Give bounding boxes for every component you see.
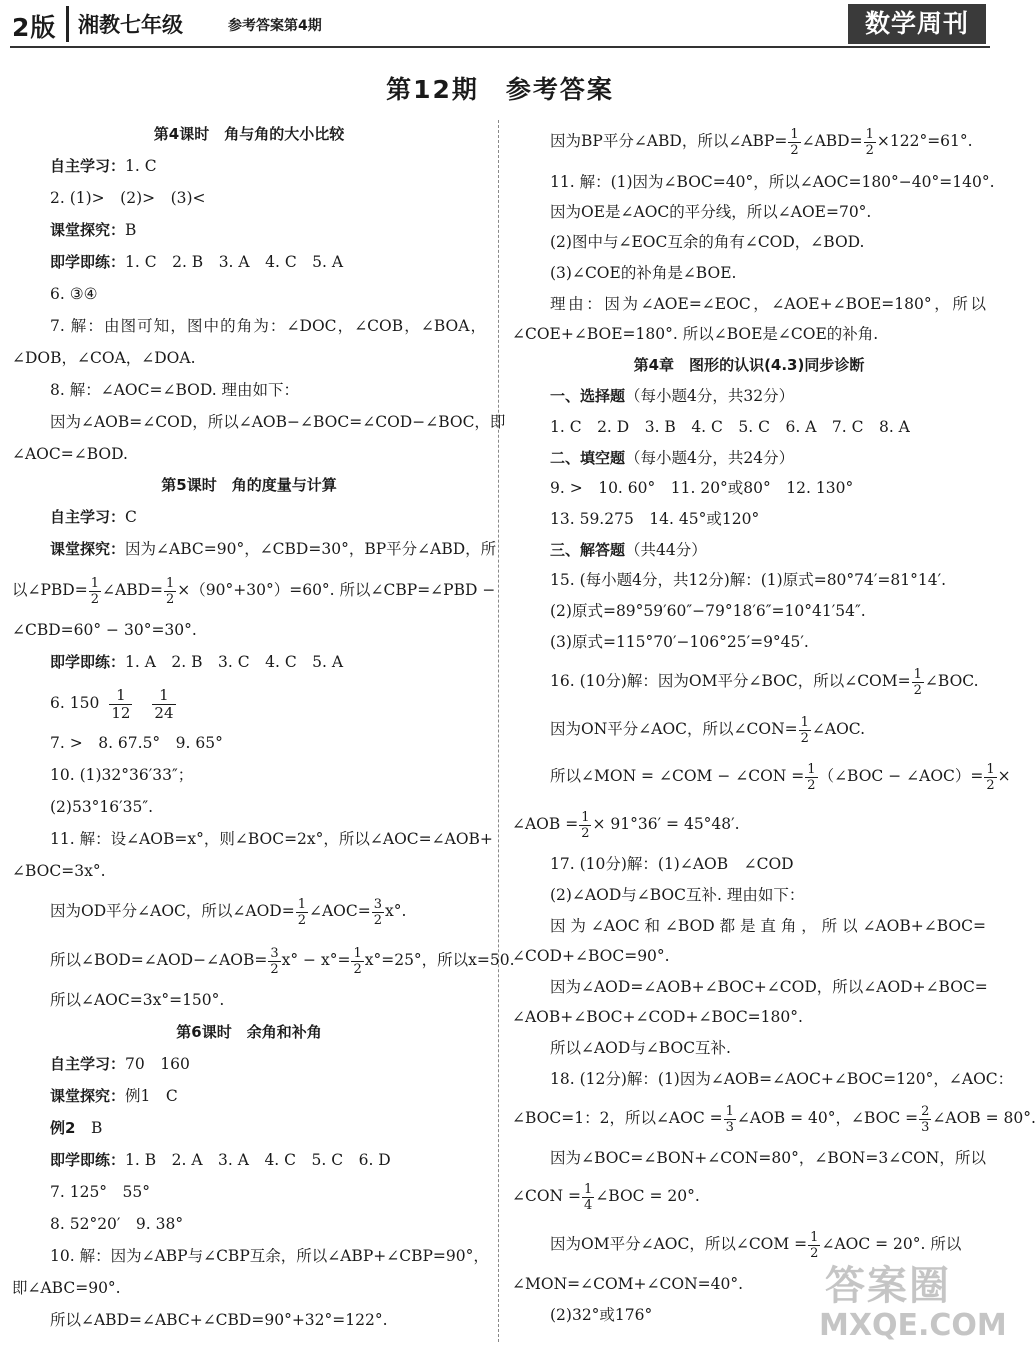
answer-line: ∠AOC=∠BOD. (12, 445, 128, 463)
brand-logo: 数学周刊 (848, 4, 986, 44)
answer-line: (2)图中与∠EOC互余的角有∠COD，∠BOD. (550, 233, 865, 251)
answer-line: 所以∠MON = ∠COM − ∠CON = $\frac{1}{2}$ （∠BOC − ∠AOC）= $\frac{1}{2}$ × (550, 761, 1011, 793)
fraction: $\frac{1}{2}$ (790, 126, 799, 158)
answer-line: 以∠PBD= $\frac{1}{2}$ ∠ABD= $\frac{1}{2}$ ×（90°+30°）=60°. 所以∠CBP=∠PBD − (12, 575, 496, 607)
answer-line: 因为BP平分∠ABD，所以∠ABP= $\frac{1}{2}$ ∠ABD= $\frac{1}{2}$ ×122°=61°. (550, 126, 973, 158)
answer-line: 课堂探究：因为∠ABC=90°，∠CBD=30°，BP平分∠ABD，所 (50, 540, 497, 558)
answer-line: (2)原式=89°59′60″−79°18′6″=10°41′54″. (550, 602, 866, 620)
answer-line: 18. (12分)解：(1)因为∠AOB=∠AOC+∠BOC=120°，∠AOC： (550, 1070, 1014, 1088)
answer-line: 8. 解：∠AOC=∠BOD. 理由如下： (50, 381, 300, 399)
answer-line: 17. (10分)解：(1)∠AOB ∠COD (550, 855, 794, 873)
answer-line: 课堂探究：例1 C (50, 1087, 178, 1105)
fraction: $\frac{1}{12}$ (111, 685, 131, 722)
answer-line: (2)∠AOD与∠BOC互补. 理由如下： (550, 886, 805, 904)
page-header (0, 0, 1000, 50)
answer-line: 所以∠AOD与∠BOC互补. (550, 1039, 731, 1057)
answer-line: 10. 解：因为∠ABP与∠CBP互余，所以∠ABP+∠CBP=90°， (50, 1247, 489, 1265)
answer-line: 9. > 10. 60° 11. 20°或80° 12. 130° (550, 479, 854, 497)
watermark-url: MXQE.COM (819, 1308, 1007, 1343)
answer-line: 6. ③④ (50, 285, 98, 303)
answer-line: 8. 52°20′ 9. 38° (50, 1215, 184, 1233)
header-divider (66, 6, 69, 42)
answer-line: ∠DOB，∠COA，∠DOA. (12, 349, 196, 367)
fraction: $\frac{1}{2}$ (90, 575, 100, 607)
section-heading: 一、选择题（每小题4分，共32分） (550, 387, 795, 405)
answer-line: 所以∠ABD=∠ABC+∠CBD=90°+32°=122°. (50, 1311, 388, 1329)
answer-line: ∠COE+∠BOE=180°. 所以∠BOE是∠COE的补角. (512, 325, 879, 343)
answer-line: ∠CON = $\frac{1}{4}$ ∠BOC = 20°. (512, 1181, 700, 1213)
answer-line: 自主学习：C (50, 508, 137, 526)
fraction: $\frac{2}{3}$ (921, 1103, 930, 1135)
answer-line: 7. 解：由图可知，图中的角为：∠DOC，∠COB，∠BOA， (50, 317, 486, 335)
fraction: $\frac{3}{2}$ (373, 896, 382, 928)
fraction: $\frac{1}{2}$ (913, 666, 922, 698)
fraction: $\frac{1}{2}$ (166, 575, 175, 607)
fraction: $\frac{1}{2}$ (807, 761, 816, 793)
answer-line: ∠BOC=3x°. (12, 862, 106, 880)
answer-line: 即∠ABC=90°. (12, 1279, 121, 1297)
answer-line: 所以∠AOC=3x°=150°. (50, 991, 225, 1009)
answer-line: 13. 59.275 14. 45°或120° (550, 510, 760, 528)
answer-line: 所以∠BOD=∠AOD−∠AOB= $\frac{3}{2}$ x° − x°= $\frac{1}{2}$ x°=25°，所以x=50. (50, 945, 515, 977)
issue-label: 参考答案第4期 (228, 18, 322, 34)
fraction: $\frac{1}{2}$ (986, 761, 995, 793)
answer-line: 因为OM平分∠AOC，所以∠COM = $\frac{1}{2}$ ∠AOC = 20°. 所以 (550, 1229, 962, 1261)
header-rule (10, 46, 990, 48)
answer-line: (2)53°16′35″. (50, 798, 154, 816)
answer-line: 自主学习：1. C (50, 157, 157, 175)
lesson4-title: 第4课时 角与角的大小比较 (153, 125, 345, 143)
fraction: $\frac{1}{2}$ (297, 896, 306, 928)
fraction: $\frac{1}{2}$ (810, 1229, 819, 1261)
answer-line: 6. 150 $\frac{1}{12}$ $\frac{1}{24}$ (50, 685, 174, 722)
answer-line: ∠MON=∠COM+∠CON=40°. (512, 1275, 744, 1293)
answer-line: (2)32°或176° (550, 1306, 653, 1324)
answer-line: 因为ON平分∠AOC，所以∠CON= $\frac{1}{2}$ ∠AOC. (550, 714, 866, 746)
answer-line: 7. > 8. 67.5° 9. 65° (50, 734, 223, 752)
answer-line: 2. (1)> (2)> (3)< (50, 189, 206, 207)
answer-line: ∠CBD=60° − 30°=30°. (12, 621, 197, 639)
column-divider (498, 120, 499, 1342)
answer-line: 因为∠AOB=∠COD，所以∠AOB−∠BOC=∠COD−∠BOC，即 (50, 413, 506, 431)
answer-line: 即学即练：1. B 2. A 3. A 4. C 5. C 6. D (50, 1151, 391, 1169)
section-heading: 三、解答题（共44分） (550, 541, 707, 559)
page-title: 第12期 参考答案 (386, 75, 614, 104)
answer-line: 例2 B (50, 1119, 103, 1137)
chapter-title: 第4章 图形的认识(4.3)同步诊断 (633, 356, 865, 374)
edition-label: 2版 (12, 13, 57, 42)
fraction: $\frac{3}{2}$ (270, 945, 279, 977)
fraction: $\frac{1}{4}$ (584, 1181, 593, 1213)
answer-line: ∠COD+∠BOC=90°. (512, 947, 670, 965)
section-heading: 二、填空题（每小题4分，共24分） (550, 449, 795, 467)
answer-line: 因为OD平分∠AOC，所以∠AOD= $\frac{1}{2}$ ∠AOC= $\frac{3}{2}$ x°. (50, 896, 407, 928)
answer-line: 16. (10分)解：因为OM平分∠BOC，所以∠COM= $\frac{1}{2}$ ∠BOC. (550, 666, 979, 698)
answer-line: ∠AOB = $\frac{1}{2}$ × 91°36′ = 45°48′. (512, 809, 740, 841)
watermark-text: 答案圈 (825, 1263, 951, 1309)
lesson6-title: 第6课时 余角和补角 (176, 1023, 322, 1041)
answer-line: 因为∠AOC和∠BOD都是直角，所以∠AOB+∠BOC= (550, 917, 986, 935)
fraction: $\frac{1}{2}$ (800, 714, 809, 746)
fraction: $\frac{1}{2}$ (581, 809, 590, 841)
fraction: $\frac{1}{2}$ (865, 126, 874, 158)
answer-line: 15. (每小题4分，共12分)解：(1)原式=80°74′=81°14′. (550, 571, 947, 589)
answer-line: 7. 125° 55° (50, 1183, 151, 1201)
answer-line: 因为OE是∠AOC的平分线，所以∠AOE=70°. (550, 203, 872, 221)
answer-line: 11. 解：设∠AOB=x°，则∠BOC=2x°，所以∠AOC=∠AOB+ (50, 830, 493, 848)
fraction: $\frac{1}{3}$ (725, 1103, 734, 1135)
answer-line: 11. 解：(1)因为∠BOC=40°，所以∠AOC=180°−40°=140°. (550, 173, 995, 191)
answer-line: (3)∠COE的补角是∠BOE. (550, 264, 737, 282)
answer-line: 即学即练：1. C 2. B 3. A 4. C 5. A (50, 253, 344, 271)
answer-line: 理由：因为∠AOE=∠EOC，∠AOE+∠BOE=180°，所以 (550, 295, 986, 313)
answer-line: (3)原式=115°70′−106°25′=9°45′. (550, 633, 809, 651)
grade-label: 湘教七年级 (78, 13, 183, 37)
fraction: $\frac{1}{2}$ (353, 945, 362, 977)
answer-line: 因为∠BOC=∠BON+∠CON=80°，∠BON=3∠CON，所以 (550, 1149, 986, 1167)
answer-line: 10. (1)32°36′33″； (50, 766, 194, 784)
answer-line: 1. C 2. D 3. B 4. C 5. C 6. A 7. C 8. A (550, 418, 910, 436)
answer-line: 因为∠AOD=∠AOB+∠BOC+∠COD，所以∠AOD+∠BOC= (550, 978, 988, 996)
answer-line: ∠AOB+∠BOC+∠COD+∠BOC=180°. (512, 1008, 803, 1026)
lesson5-title: 第5课时 角的度量与计算 (161, 476, 337, 494)
answer-line: 课堂探究：B (50, 221, 137, 239)
answer-line: ∠BOC=1：2，所以∠AOC = $\frac{1}{3}$ ∠AOB = 40°，∠BOC = $\frac{2}{3}$ ∠AOB = 80°. (512, 1103, 1036, 1135)
watermark (815, 1254, 1007, 1346)
answer-line: 即学即练：1. A 2. B 3. C 4. C 5. A (50, 653, 344, 671)
fraction: $\frac{1}{24}$ (154, 685, 174, 722)
answer-line: 自主学习：70 160 (50, 1055, 190, 1073)
